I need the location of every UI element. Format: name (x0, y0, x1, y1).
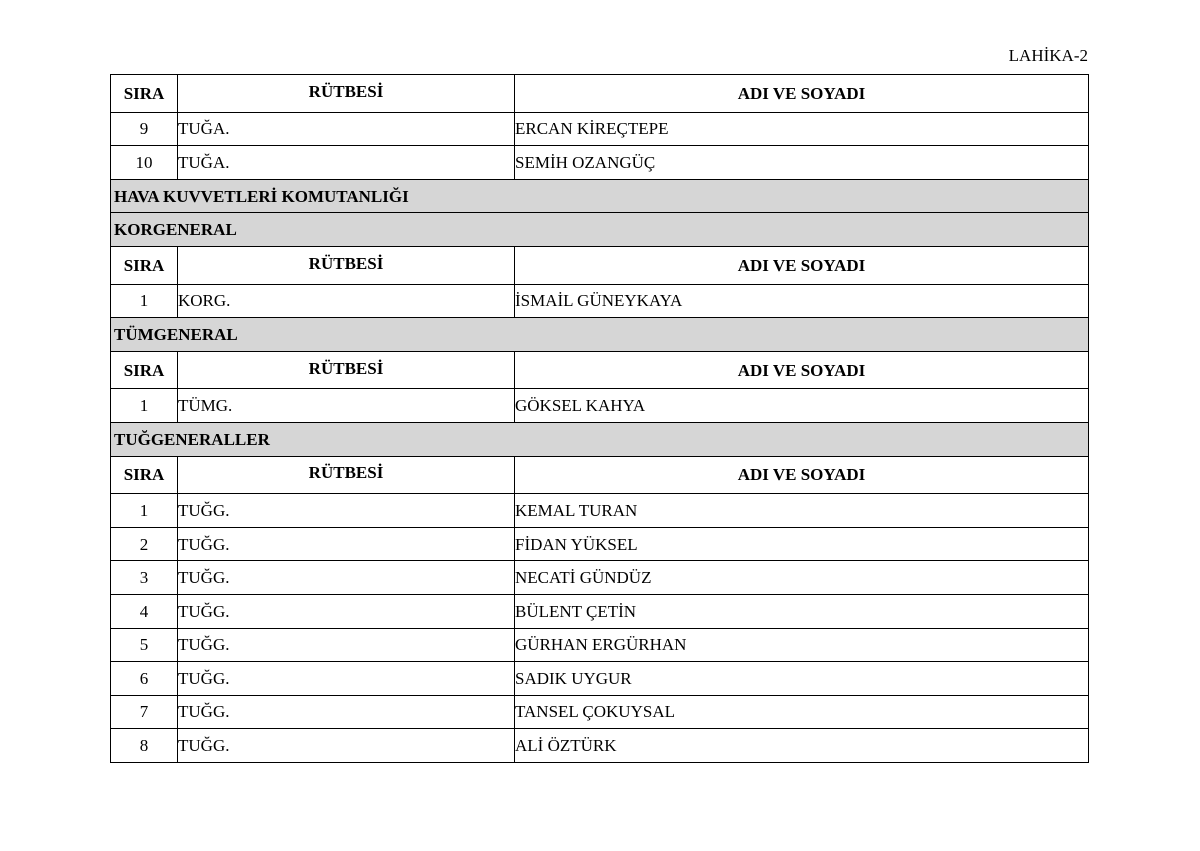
row-name: ERCAN KİREÇTEPE (515, 112, 1089, 146)
table-row (111, 628, 1089, 662)
table-row (111, 662, 1089, 696)
header-name: ADI VE SOYADI (515, 351, 1089, 389)
row-number: 1 (111, 494, 178, 528)
row-rank: TUĞG. (178, 494, 515, 528)
table-row (111, 527, 1089, 561)
row-rank: TUĞG. (178, 729, 515, 763)
page-label: LAHİKA-2 (1008, 46, 1088, 65)
row-rank: TUĞG. (178, 628, 515, 662)
table-row (111, 112, 1089, 146)
row-name: FİDAN YÜKSEL (515, 527, 1089, 561)
row-rank: TÜMG. (178, 389, 515, 423)
row-name: GÜRHAN ERGÜRHAN (515, 628, 1089, 662)
row-number: 9 (111, 112, 178, 146)
row-name: İSMAİL GÜNEYKAYA (515, 284, 1089, 318)
section-title: TUĞGENERALLER (111, 422, 1089, 456)
table-header-row (111, 246, 1089, 284)
row-rank: TUĞG. (178, 527, 515, 561)
header-sira: SIRA (111, 456, 178, 494)
section-title: TÜMGENERAL (111, 318, 1089, 352)
row-rank: TUĞG. (178, 662, 515, 696)
row-number: 10 (111, 146, 178, 180)
row-number: 2 (111, 527, 178, 561)
row-rank: TUĞG. (178, 594, 515, 628)
table-row (111, 594, 1089, 628)
section-title-row (111, 213, 1089, 247)
row-name: SADIK UYGUR (515, 662, 1089, 696)
header-name: ADI VE SOYADI (515, 456, 1089, 494)
table-row (111, 729, 1089, 763)
table-row (111, 494, 1089, 528)
row-rank: KORG. (178, 284, 515, 318)
table-row (111, 146, 1089, 180)
row-rank: TUĞA. (178, 146, 515, 180)
table-row (111, 561, 1089, 595)
row-number: 5 (111, 628, 178, 662)
table-header-row (111, 75, 1089, 113)
table-row (111, 695, 1089, 729)
row-rank: TUĞG. (178, 695, 515, 729)
header-sira: SIRA (111, 351, 178, 389)
row-name: SEMİH OZANGÜÇ (515, 146, 1089, 180)
row-number: 1 (111, 284, 178, 318)
row-number: 3 (111, 561, 178, 595)
header-name: ADI VE SOYADI (515, 246, 1089, 284)
section-title-row (111, 422, 1089, 456)
row-name: ALİ ÖZTÜRK (515, 729, 1089, 763)
header-rank: RÜTBESİ (178, 456, 515, 494)
command-title-row (111, 179, 1089, 213)
row-number: 7 (111, 695, 178, 729)
row-rank: TUĞA. (178, 112, 515, 146)
header-rank: RÜTBESİ (178, 351, 515, 389)
roster-table (110, 74, 1089, 763)
row-name: NECATİ GÜNDÜZ (515, 561, 1089, 595)
header-name: ADI VE SOYADI (515, 75, 1089, 113)
row-number: 4 (111, 594, 178, 628)
header-sira: SIRA (111, 246, 178, 284)
header-sira: SIRA (111, 75, 178, 113)
table-row (111, 284, 1089, 318)
section-title: KORGENERAL (111, 213, 1089, 247)
row-name: KEMAL TURAN (515, 494, 1089, 528)
row-number: 8 (111, 729, 178, 763)
header-rank: RÜTBESİ (178, 246, 515, 284)
row-name: TANSEL ÇOKUYSAL (515, 695, 1089, 729)
section-title-row (111, 318, 1089, 352)
table-header-row (111, 351, 1089, 389)
command-title: HAVA KUVVETLERİ KOMUTANLIĞI (111, 179, 1089, 213)
header-rank: RÜTBESİ (178, 75, 515, 113)
row-name: GÖKSEL KAHYA (515, 389, 1089, 423)
row-number: 6 (111, 662, 178, 696)
row-name: BÜLENT ÇETİN (515, 594, 1089, 628)
table-header-row (111, 456, 1089, 494)
row-rank: TUĞG. (178, 561, 515, 595)
row-number: 1 (111, 389, 178, 423)
table-row (111, 389, 1089, 423)
